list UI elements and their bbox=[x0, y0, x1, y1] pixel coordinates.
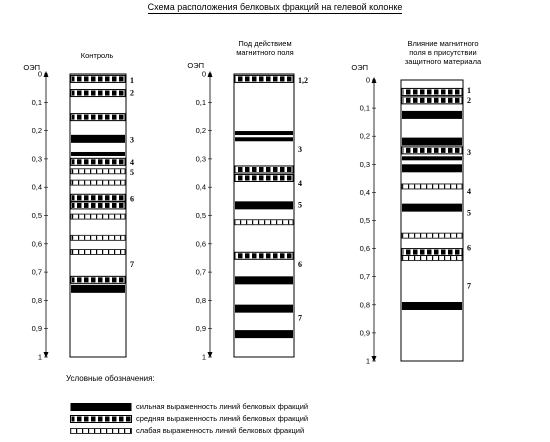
column-1 bbox=[23, 51, 134, 362]
column-2 bbox=[187, 39, 308, 362]
band-medium bbox=[235, 252, 293, 259]
tick-label: 0,2 bbox=[31, 126, 42, 136]
legend-band-weak bbox=[71, 429, 132, 434]
band-medium bbox=[71, 90, 125, 97]
axis-label: ОЭП bbox=[23, 63, 40, 72]
tick-label: 0 bbox=[37, 69, 42, 79]
fraction-label: 5 bbox=[130, 167, 134, 177]
fraction-label: 3 bbox=[467, 147, 471, 157]
column-3-title-line: поля в присутствии bbox=[409, 48, 477, 57]
fraction-label: 2 bbox=[130, 88, 134, 98]
band-weak bbox=[71, 235, 125, 240]
band-weak bbox=[71, 180, 125, 185]
band-medium bbox=[71, 75, 125, 82]
legend-band-strong bbox=[71, 403, 132, 411]
tick-label: 0 bbox=[201, 69, 206, 79]
fraction-label: 1 bbox=[467, 86, 471, 96]
legend-text-weak: слабая выраженность линий белковых фракций bbox=[136, 426, 305, 435]
tick-label: 0,8 bbox=[31, 295, 42, 305]
band-medium bbox=[402, 88, 462, 95]
tick-label: 1 bbox=[201, 352, 206, 362]
band-weak bbox=[402, 184, 462, 189]
fraction-label: 1,2 bbox=[298, 75, 308, 85]
tick-label: 0,1 bbox=[195, 97, 206, 107]
tick-label: 0,3 bbox=[359, 159, 370, 169]
band-medium bbox=[402, 97, 462, 104]
tick-label: 0,1 bbox=[31, 97, 42, 107]
band-strong bbox=[402, 302, 462, 310]
band-strong_thin bbox=[235, 131, 293, 135]
band-strong bbox=[71, 135, 125, 143]
band-medium bbox=[402, 147, 462, 154]
band-strong bbox=[235, 305, 293, 313]
fraction-label: 1 bbox=[130, 75, 134, 85]
tick-label: 0,2 bbox=[359, 131, 370, 141]
band-strong bbox=[235, 330, 293, 338]
column-1-title-line: Контроль bbox=[80, 51, 114, 60]
fraction-label: 3 bbox=[298, 145, 302, 155]
band-weak bbox=[402, 256, 462, 261]
tick-label: 0,7 bbox=[195, 267, 206, 277]
tick-label: 0,6 bbox=[31, 239, 42, 249]
tick-label: 0,5 bbox=[31, 211, 42, 220]
axis-label: ОЭП bbox=[351, 63, 368, 72]
band-weak bbox=[71, 249, 125, 254]
band-strong_thin bbox=[402, 156, 462, 160]
gel-column bbox=[401, 80, 463, 361]
legend-swatch-strong bbox=[70, 402, 132, 412]
band-strong bbox=[402, 204, 462, 212]
column-3-title-line: защитного материала bbox=[404, 57, 482, 66]
band-weak bbox=[71, 214, 125, 219]
band-strong bbox=[402, 111, 462, 119]
band-strong_thin bbox=[71, 152, 125, 156]
fraction-label: 4 bbox=[467, 187, 471, 197]
legend-swatch-weak bbox=[70, 426, 132, 436]
band-medium bbox=[235, 174, 293, 181]
band-medium bbox=[71, 194, 125, 201]
tick-label: 0,2 bbox=[195, 126, 206, 136]
band-medium bbox=[71, 158, 125, 165]
band-medium bbox=[235, 75, 293, 82]
tick-label: 0,3 bbox=[195, 154, 206, 164]
tick-label: 0,7 bbox=[31, 267, 42, 277]
tick-label: 0,4 bbox=[359, 187, 370, 197]
band-strong bbox=[71, 285, 125, 293]
fraction-label: 7 bbox=[130, 259, 134, 269]
tick-label: 0,4 bbox=[195, 182, 206, 192]
tick-label: 0,5 bbox=[195, 211, 206, 220]
tick-label: 0,9 bbox=[31, 324, 42, 334]
fraction-label: 4 bbox=[130, 157, 134, 167]
fraction-label: 5 bbox=[298, 200, 302, 210]
band-weak bbox=[402, 233, 462, 238]
band-strong bbox=[402, 164, 462, 172]
fraction-label: 6 bbox=[467, 243, 471, 253]
legend-text-strong: сильная выраженность линий белковых фракций bbox=[136, 402, 309, 411]
column-2-title-line: магнитного поля bbox=[236, 48, 294, 57]
tick-label: 0 bbox=[365, 75, 370, 85]
tick-label: 1 bbox=[37, 352, 42, 362]
fraction-label: 4 bbox=[298, 179, 302, 189]
fraction-label: 7 bbox=[467, 281, 471, 291]
axis-label: ОЭП bbox=[187, 61, 204, 70]
band-medium bbox=[71, 202, 125, 209]
tick-label: 0,6 bbox=[359, 244, 370, 254]
tick-label: 0,4 bbox=[31, 182, 42, 192]
legend-text-medium: средняя выраженность линий белковых фракций bbox=[136, 414, 309, 423]
legend-swatch-medium bbox=[70, 414, 132, 424]
tick-label: 0,7 bbox=[359, 272, 370, 282]
fraction-label: 7 bbox=[298, 313, 302, 323]
band-weak bbox=[235, 220, 293, 225]
fraction-label: 6 bbox=[298, 259, 302, 269]
gel-column bbox=[234, 74, 294, 357]
tick-label: 0,5 bbox=[359, 216, 370, 225]
band-strong bbox=[402, 138, 462, 146]
fraction-label: 2 bbox=[467, 95, 471, 105]
tick-label: 0,8 bbox=[195, 295, 206, 305]
band-medium bbox=[402, 249, 462, 256]
tick-label: 0,9 bbox=[359, 328, 370, 338]
tick-label: 0,9 bbox=[195, 324, 206, 334]
tick-label: 0,1 bbox=[359, 103, 370, 113]
band-medium bbox=[71, 276, 125, 283]
column-3-title-line: Влияние магнитного bbox=[407, 39, 479, 48]
column-3 bbox=[351, 39, 482, 366]
band-medium bbox=[235, 166, 293, 173]
legend-title: Условные обозначения: bbox=[66, 374, 155, 383]
tick-label: 1 bbox=[365, 356, 370, 366]
fraction-label: 3 bbox=[130, 135, 134, 145]
tick-label: 0,8 bbox=[359, 300, 370, 310]
tick-label: 0,6 bbox=[195, 239, 206, 249]
band-strong bbox=[235, 201, 293, 209]
band-medium bbox=[71, 114, 125, 121]
tick-label: 0,3 bbox=[31, 154, 42, 164]
band-strong bbox=[235, 276, 293, 284]
band-strong_thin bbox=[235, 137, 293, 141]
fraction-label: 5 bbox=[467, 208, 471, 218]
diagram-title: Схема расположения белковых фракций на гелевой колонке bbox=[147, 2, 403, 12]
legend-band-medium bbox=[71, 416, 132, 423]
fraction-label: 6 bbox=[130, 194, 134, 204]
column-2-title-line: Под действием bbox=[238, 39, 292, 48]
band-weak bbox=[71, 169, 125, 174]
